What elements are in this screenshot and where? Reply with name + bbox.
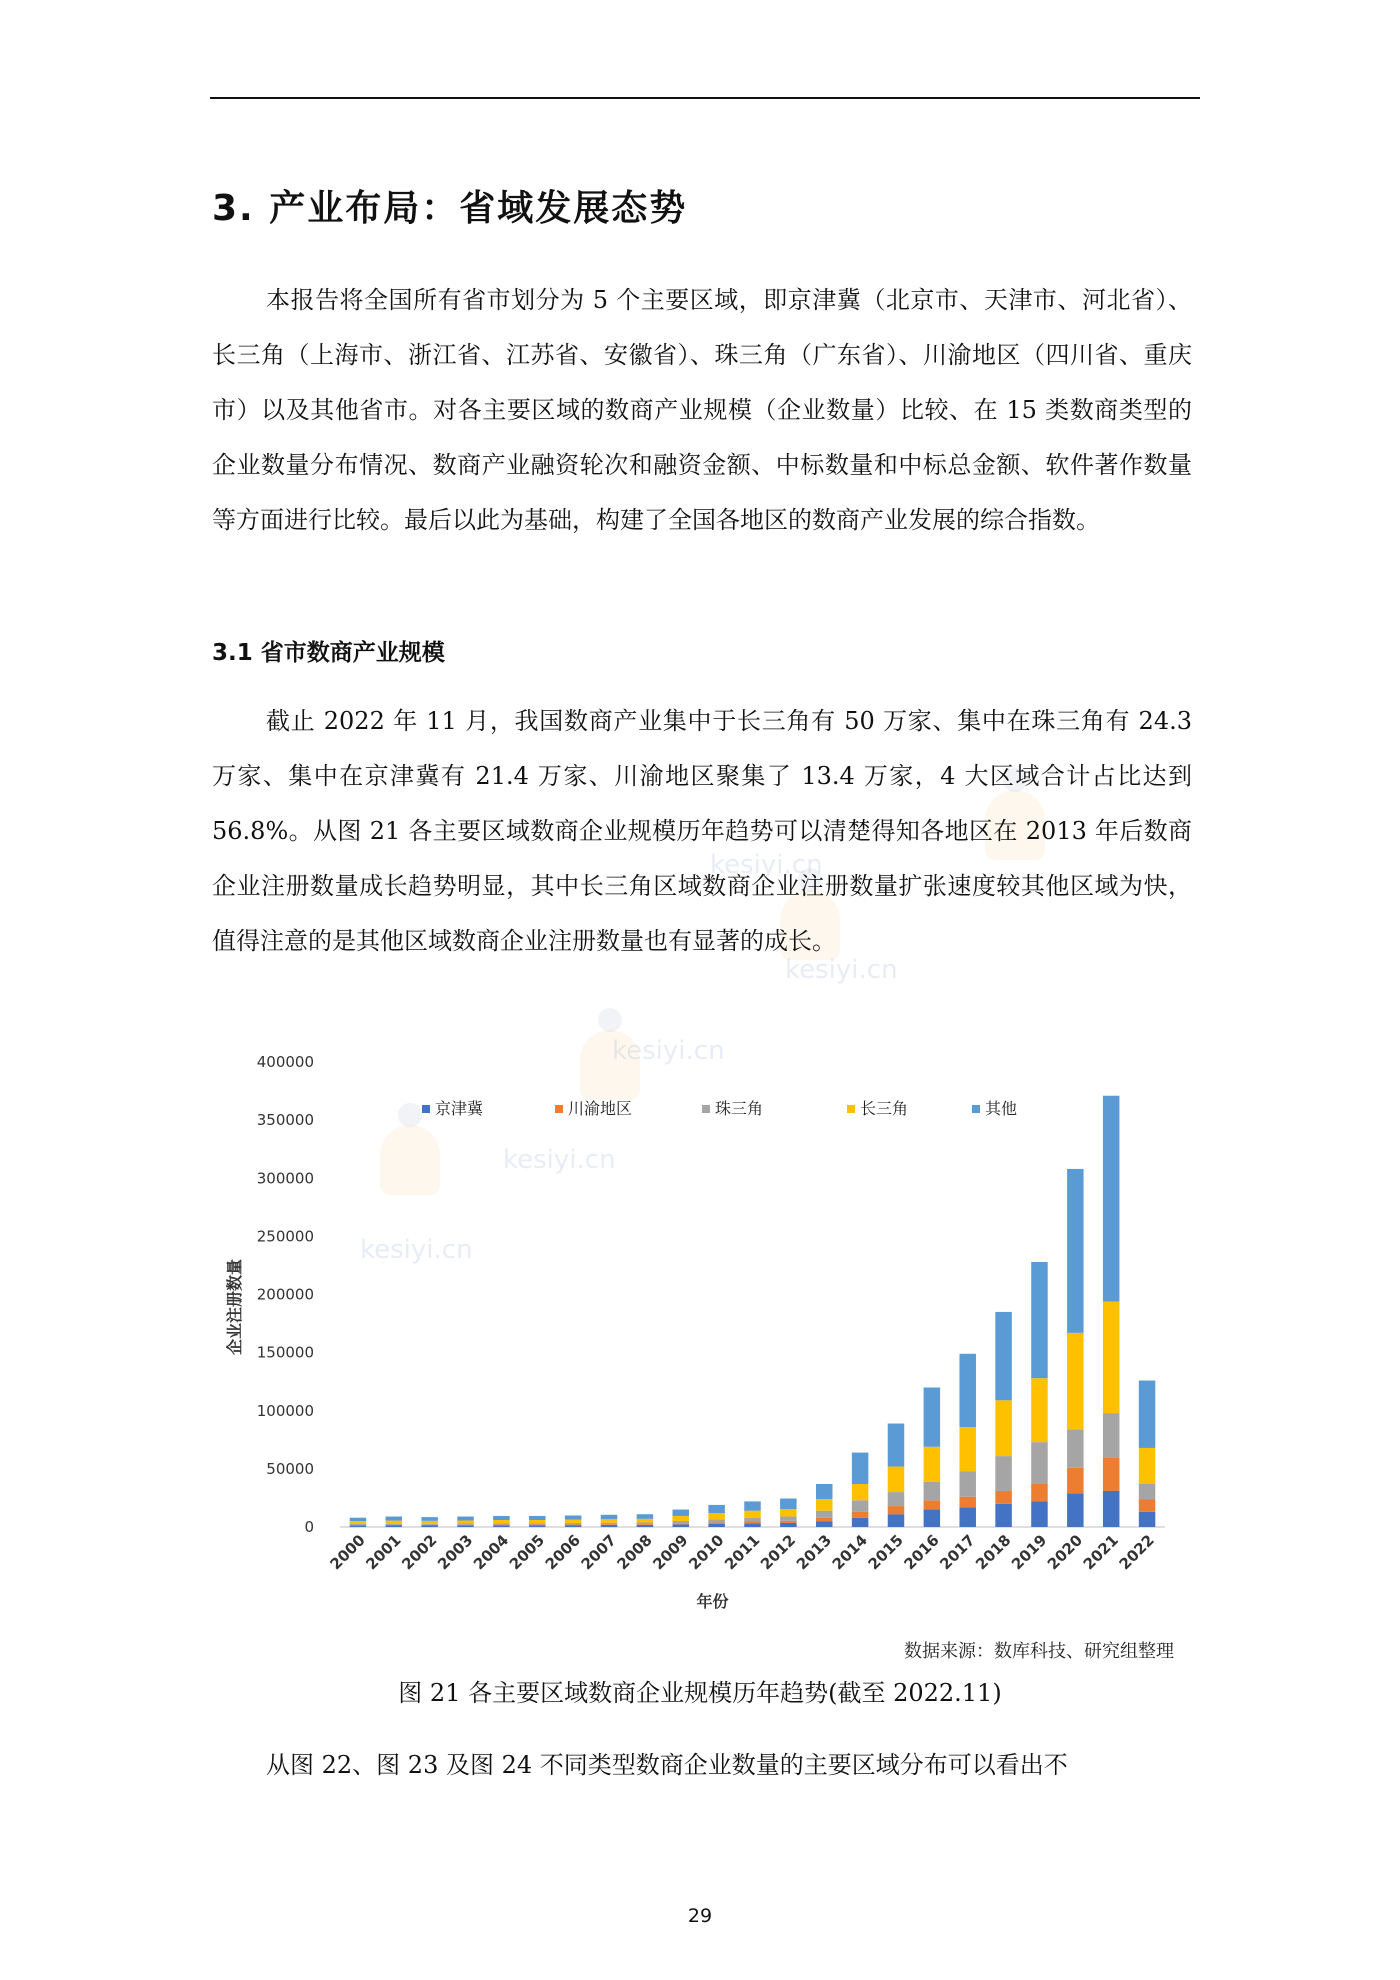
bar-segment [888, 1506, 905, 1514]
bar-segment [1067, 1493, 1084, 1527]
bar-segment [386, 1521, 403, 1524]
bar-segment [780, 1523, 797, 1527]
bar-segment [457, 1525, 474, 1527]
x-tick-label: 2022 [1115, 1531, 1158, 1574]
bar-segment [708, 1519, 725, 1522]
bar-segment [350, 1521, 367, 1524]
bar-segment [744, 1518, 761, 1522]
bar-segment [421, 1525, 438, 1527]
bar-segment [386, 1525, 403, 1526]
bar-segment [852, 1453, 869, 1484]
watermark: kesiyi.cn [785, 955, 898, 985]
bar-segment [493, 1525, 510, 1526]
x-tick-label: 2001 [362, 1531, 405, 1574]
bar-segment [529, 1525, 546, 1527]
bar-segment [350, 1518, 367, 1521]
bar-segment [744, 1522, 761, 1524]
bar-segment [959, 1497, 976, 1507]
bar-segment [1103, 1413, 1120, 1457]
bar-segment [1103, 1457, 1120, 1491]
bar-segment [673, 1524, 690, 1527]
bar-segment [959, 1354, 976, 1427]
bar-segment [457, 1517, 474, 1521]
bar-segment [1031, 1501, 1048, 1527]
x-tick-label: 2010 [685, 1531, 728, 1574]
bar-segment [601, 1523, 618, 1525]
watermark: kesiyi.cn [710, 850, 823, 880]
bar-segment [529, 1520, 546, 1523]
bar-segment [529, 1516, 546, 1520]
stacked-bar-chart [210, 1042, 1200, 1632]
bar-segment [888, 1424, 905, 1467]
bar-segment [565, 1515, 582, 1519]
bar-segment [350, 1525, 367, 1526]
x-tick-label: 2002 [398, 1531, 441, 1574]
bar-segment [816, 1499, 833, 1511]
header-rule [210, 97, 1200, 99]
bar-segment [924, 1388, 941, 1447]
bar-segment [565, 1524, 582, 1525]
bar-segment [350, 1526, 367, 1527]
bar-segment [421, 1517, 438, 1521]
x-tick-label: 2008 [613, 1531, 656, 1574]
bar-segment [1031, 1378, 1048, 1442]
legend-swatch [555, 1105, 563, 1113]
bar-segment [744, 1501, 761, 1510]
legend-swatch [422, 1105, 430, 1113]
bar-segment [995, 1491, 1012, 1504]
x-tick-label: 2014 [828, 1531, 871, 1574]
page-number: 29 [687, 1905, 713, 1927]
section-heading: 3. 产业布局：省域发展态势 [212, 188, 688, 229]
x-tick-label: 2018 [972, 1531, 1015, 1574]
bar-segment [744, 1523, 761, 1527]
x-tick-label: 2009 [649, 1531, 692, 1574]
scale-paragraph [212, 694, 1192, 969]
bar-segment [924, 1500, 941, 1509]
bar-segment [421, 1525, 438, 1526]
bar-segment [852, 1484, 869, 1500]
x-tick-label: 2012 [756, 1531, 800, 1574]
bar-segment [1031, 1442, 1048, 1484]
bar-segment [780, 1499, 797, 1509]
bar-segment [888, 1514, 905, 1527]
x-tick-label: 2004 [469, 1531, 513, 1574]
y-tick-label: 250000 [256, 1227, 314, 1246]
bar-segment [1103, 1301, 1120, 1413]
figure-caption: 图 21 各主要区域数商企业规模历年趋势(截至 2022.11) [398, 1679, 1002, 1707]
bar-segment [1139, 1381, 1156, 1448]
bar-segment [780, 1517, 797, 1521]
chart-svg [210, 1042, 1200, 1632]
bar-segment [995, 1504, 1012, 1527]
bar-segment [637, 1525, 654, 1527]
bar-segment [924, 1510, 941, 1527]
bar-segment [1139, 1512, 1156, 1527]
x-tick-label: 2006 [541, 1531, 584, 1574]
bar-segment [1139, 1499, 1156, 1512]
y-tick-label: 0 [304, 1518, 314, 1536]
bar-segment [457, 1524, 474, 1525]
x-tick-label: 2007 [577, 1531, 620, 1574]
x-tick-label: 2016 [900, 1531, 943, 1574]
watermark: kesiyi.cn [360, 1235, 473, 1265]
y-tick-label: 50000 [266, 1459, 314, 1478]
y-tick-label: 150000 [256, 1343, 314, 1362]
x-tick-label: 2000 [326, 1531, 369, 1574]
legend-swatch [847, 1105, 855, 1113]
bar-segment [1139, 1484, 1156, 1499]
bar-segment [852, 1512, 869, 1518]
bar-segment [924, 1482, 941, 1501]
bar-segment [601, 1519, 618, 1522]
bar-segment [816, 1518, 833, 1521]
bar-segment [673, 1516, 690, 1521]
bar-segment [529, 1523, 546, 1524]
bar-segment [493, 1523, 510, 1524]
bar-segment [493, 1516, 510, 1520]
x-tick-label: 2015 [864, 1531, 907, 1574]
bar-segment [995, 1400, 1012, 1456]
y-tick-label: 200000 [256, 1285, 314, 1304]
y-tick-label: 400000 [256, 1053, 314, 1071]
bar-segment [386, 1524, 403, 1525]
bar-segment [457, 1525, 474, 1526]
scale-paragraph-text: 截止 2022 年 11 月，我国数商产业集中于长三角有 50 万家、集中在珠三角有 24.3 万家、集中在京津冀有 21.4 万家、川渝地区聚集了 13.4 万家，4 大区域合计占比达到 56.8%。从图 21 各主要区域数商企业规模历年趋势可以清楚得知各地区在 2013 年后数商企业注册数量成长趋势明显，其中长三角区域数商企业注册数量扩张速度较其他区域为快，值得注意的是其他区域数商企业注册数量也有显著的成长。 [212, 707, 1192, 955]
x-tick-label: 2021 [1079, 1531, 1123, 1574]
bar-segment [421, 1524, 438, 1525]
bar-segment [673, 1521, 690, 1523]
bar-segment [1067, 1468, 1084, 1494]
bar-segment [708, 1513, 725, 1519]
bar-segment [529, 1525, 546, 1526]
bar-segment [386, 1517, 403, 1521]
y-tick-label: 350000 [256, 1111, 314, 1130]
watermark: kesiyi.cn [612, 1036, 725, 1066]
bar-segment [780, 1509, 797, 1517]
y-axis-title: 企业注册数量 [225, 1258, 244, 1356]
bar-segment [350, 1524, 367, 1525]
bar-segment [1103, 1096, 1120, 1302]
trailing-paragraph-text: 从图 22、图 23 及图 24 不同类型数商企业数量的主要区域分布可以看出不 [266, 1751, 1068, 1779]
legend-swatch [972, 1105, 980, 1113]
intro-paragraph-text: 本报告将全国所有省市划分为 5 个主要区域，即京津冀（北京市、天津市、河北省）、长三角（上海市、浙江省、江苏省、安徽省）、珠三角（广东省）、川渝地区（四川省、重庆市）以及其他省市。对各主要区域的数商产业规模（企业数量）比较、在 15 类数商类型的企业数量分布情况、数商产业融资轮次和融资金额、中标数量和中标总金额、软件著作数量等方面进行比较。最后以此为基础，构建了全国各地区的数商产业发展的综合指数。 [212, 286, 1192, 534]
x-tick-label: 2005 [505, 1531, 549, 1574]
bar-segment [924, 1447, 941, 1482]
bar-segment [673, 1523, 690, 1524]
intro-paragraph [212, 273, 1192, 548]
bar-segment [1067, 1169, 1084, 1333]
legend-swatch [702, 1105, 710, 1113]
bar-segment [601, 1525, 618, 1527]
bar-segment [888, 1467, 905, 1493]
bar-segment [565, 1523, 582, 1525]
bar-segment [816, 1484, 833, 1499]
bar-segment [601, 1524, 618, 1525]
bar-segment [493, 1525, 510, 1527]
x-tick-label: 2003 [434, 1531, 477, 1574]
bar-segment [816, 1521, 833, 1527]
bar-segment [1067, 1333, 1084, 1429]
bar-segment [852, 1500, 869, 1512]
y-tick-label: 100000 [256, 1401, 314, 1420]
bar-segment [744, 1511, 761, 1518]
legend-label: 长三角 [860, 1099, 909, 1118]
bar-segment [1139, 1448, 1156, 1484]
bar-segment [421, 1521, 438, 1524]
bar-segment [995, 1312, 1012, 1400]
bar-segment [673, 1510, 690, 1516]
x-axis-title: 年份 [696, 1592, 729, 1611]
bar-segment [888, 1492, 905, 1506]
legend-label: 川渝地区 [568, 1099, 633, 1118]
bar-segment [637, 1522, 654, 1524]
legend-label: 京津冀 [435, 1099, 484, 1118]
trailing-paragraph [212, 1738, 1192, 1793]
y-tick-label: 300000 [256, 1169, 314, 1188]
bar-segment [565, 1520, 582, 1523]
bar-segment [457, 1520, 474, 1523]
x-tick-label: 2011 [721, 1531, 764, 1574]
bar-segment [708, 1524, 725, 1527]
bar-segment [637, 1514, 654, 1519]
bar-segment [1031, 1484, 1048, 1501]
watermark: kesiyi.cn [503, 1145, 616, 1175]
bar-segment [1103, 1491, 1120, 1527]
bar-segment [995, 1456, 1012, 1491]
x-tick-label: 2013 [792, 1531, 836, 1574]
bar-segment [708, 1522, 725, 1523]
bar-segment [959, 1507, 976, 1527]
bar-segment [386, 1525, 403, 1527]
subsection-heading: 3.1 省市数商产业规模 [212, 640, 445, 666]
bar-segment [1067, 1429, 1084, 1467]
bar-segment [959, 1471, 976, 1497]
bar-segment [959, 1427, 976, 1471]
bar-segment [816, 1511, 833, 1518]
bar-segment [493, 1520, 510, 1523]
bar-segment [708, 1505, 725, 1513]
legend-label: 其他 [985, 1099, 1018, 1118]
bar-segment [637, 1519, 654, 1523]
source-note: 数据来源：数库科技、研究组整理 [904, 1641, 1174, 1662]
bar-segment [637, 1524, 654, 1525]
x-tick-label: 2019 [1008, 1531, 1051, 1574]
bar-segment [852, 1518, 869, 1527]
bar-segment [565, 1525, 582, 1527]
bar-segment [1031, 1262, 1048, 1378]
x-tick-label: 2020 [1043, 1531, 1087, 1574]
bar-segment [601, 1515, 618, 1519]
legend-label: 珠三角 [715, 1099, 764, 1118]
x-tick-label: 2017 [936, 1531, 979, 1574]
bar-segment [780, 1521, 797, 1523]
